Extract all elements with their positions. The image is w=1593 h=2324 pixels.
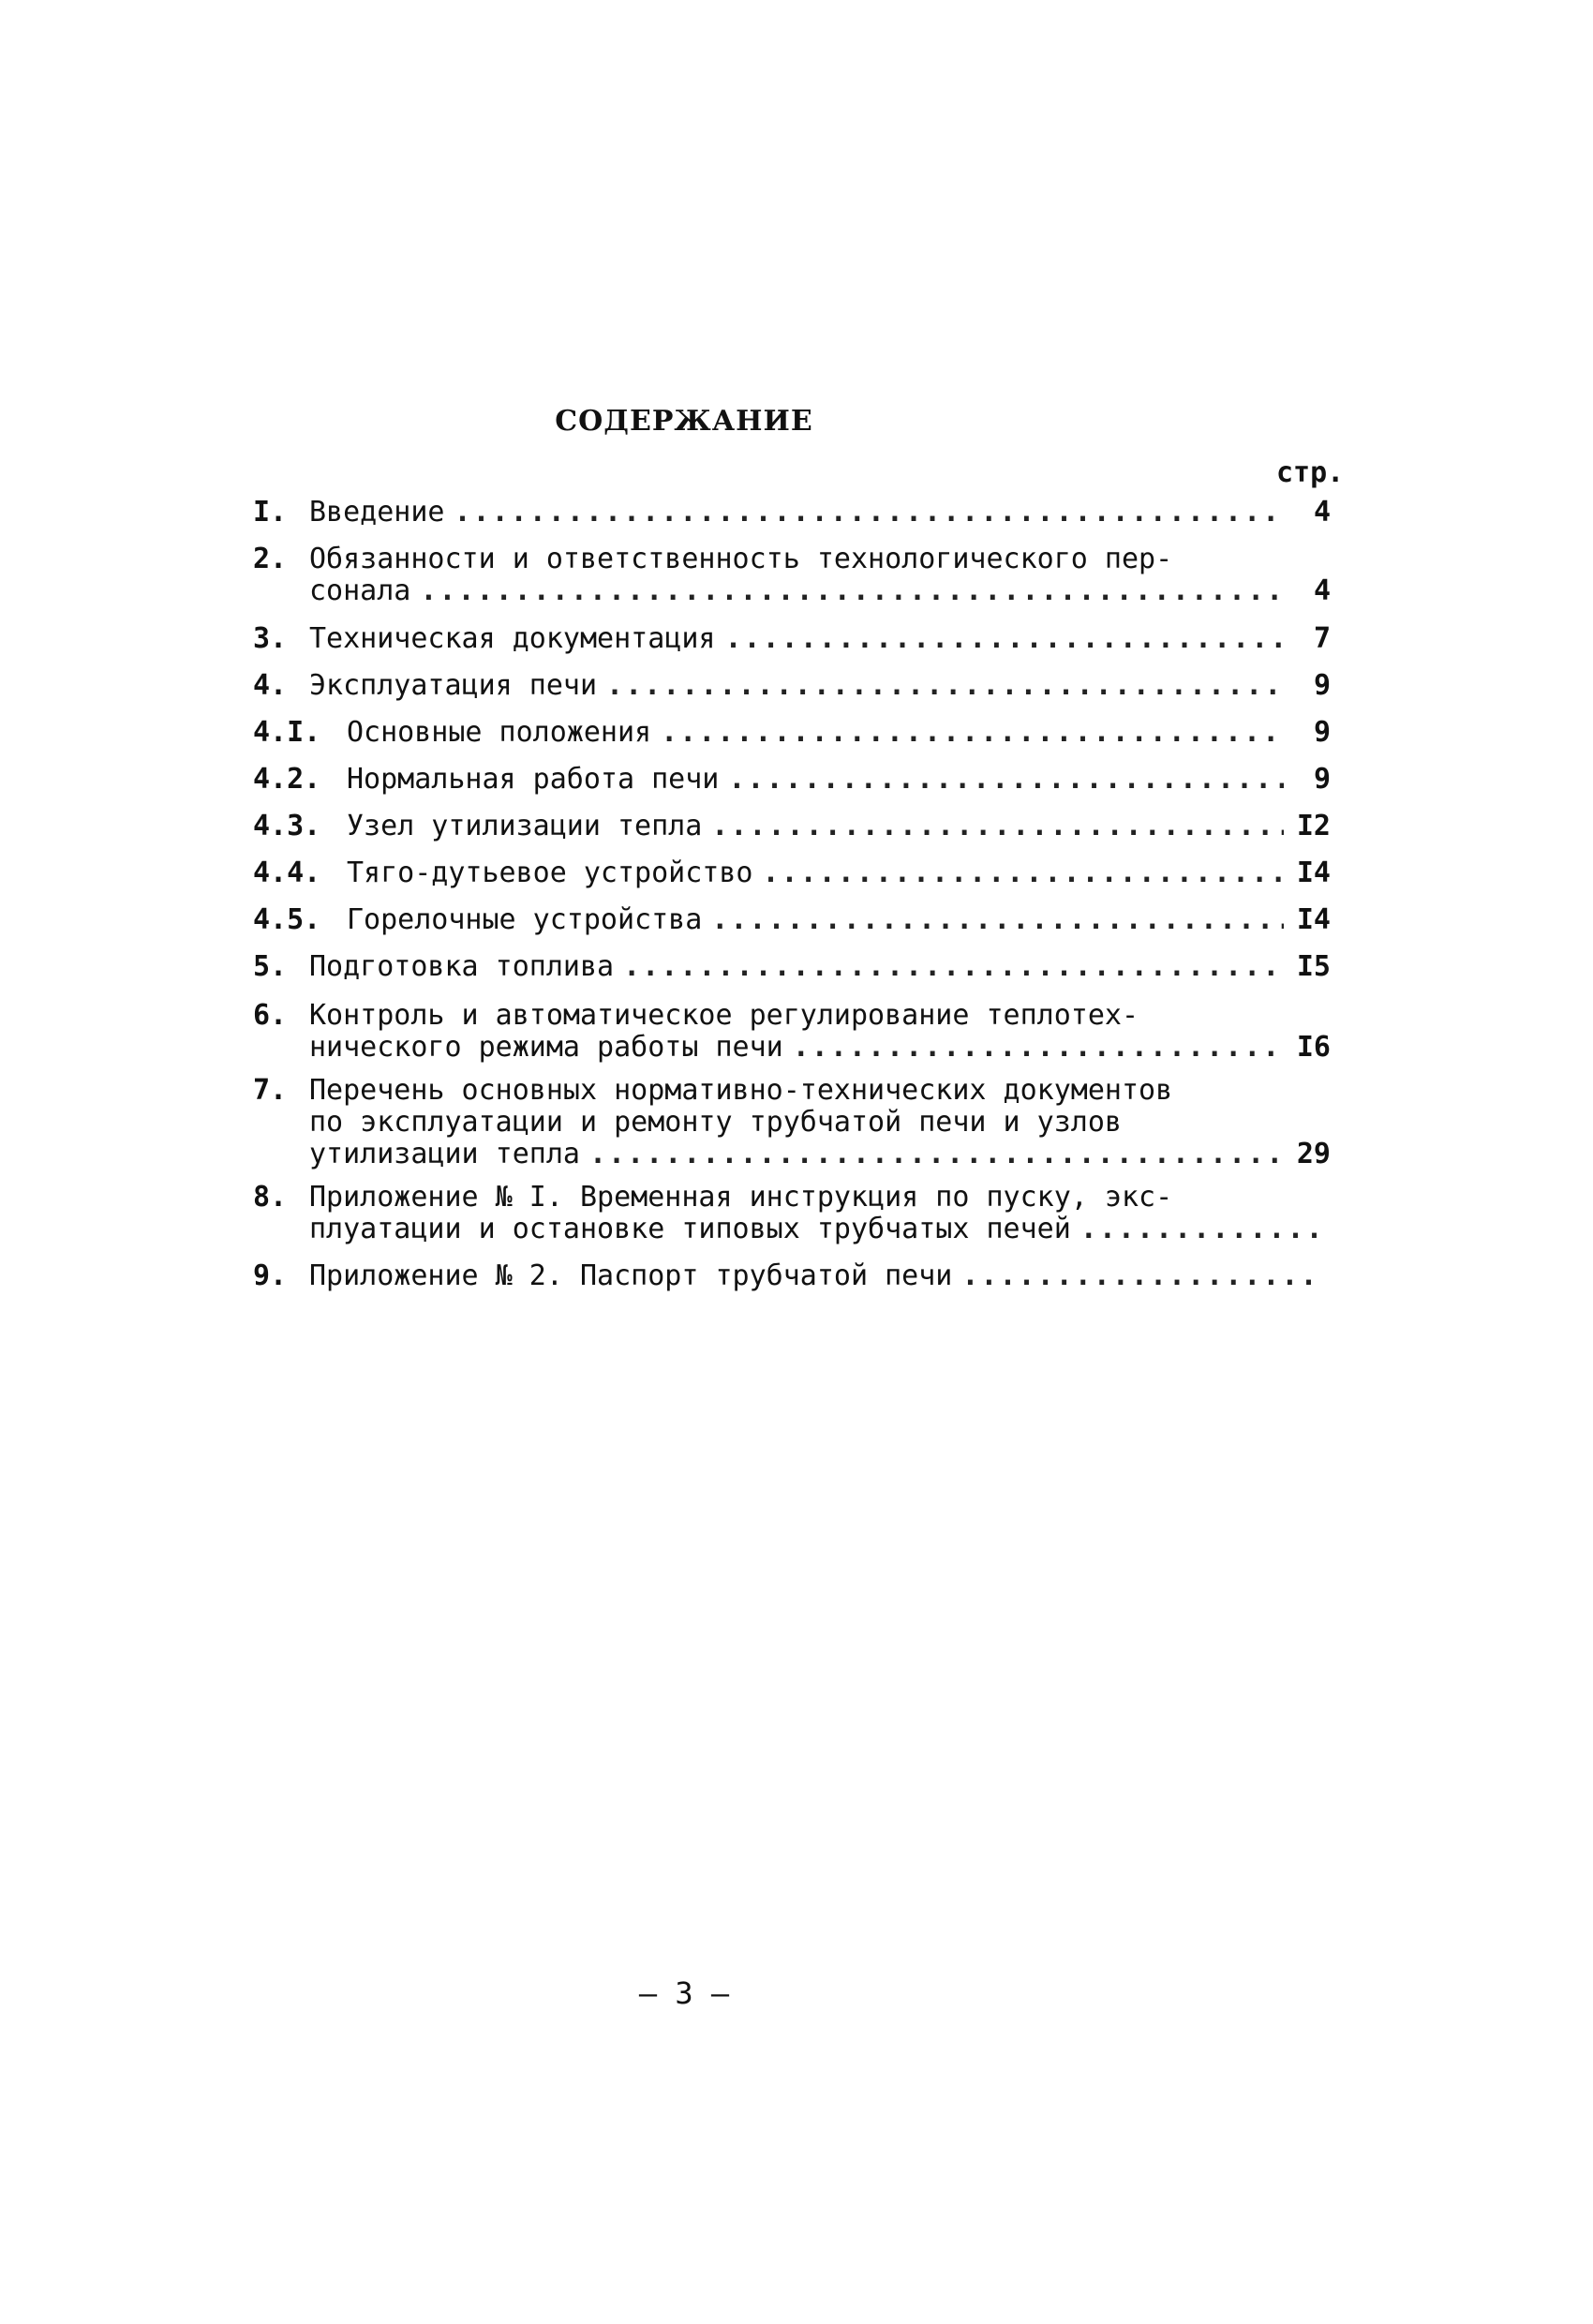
toc-entry <box>253 544 1331 607</box>
page-column-label: стр. <box>1276 456 1345 489</box>
toc-entry-title: Обязанности и ответственность технологического пер- <box>309 543 1173 575</box>
dot-leader <box>711 811 1284 842</box>
dot-leader <box>793 1032 1284 1064</box>
toc-entry-page: 7 <box>1313 622 1331 655</box>
toc-entry-page: I4 <box>1296 903 1331 936</box>
toc-entry <box>253 670 1331 702</box>
toc-entry-page: I2 <box>1296 810 1331 842</box>
toc-entry <box>253 904 1331 936</box>
toc-entry-title: Приложение № I. Временная инструкция по пуску, экс- <box>309 1181 1173 1214</box>
toc-entry <box>253 1000 1331 1064</box>
toc-entry-page: I6 <box>1296 1031 1331 1064</box>
dot-leader <box>589 1139 1284 1170</box>
toc-entry-page: 9 <box>1313 763 1331 796</box>
toc-entry-title: Основные положения <box>347 716 652 749</box>
toc-entry-title-cont: плуатации и остановке типовых трубчатых печей <box>309 1213 1071 1245</box>
toc-entry-page: 4 <box>1313 574 1331 607</box>
page-title: СОДЕРЖАНИЕ <box>555 405 813 438</box>
toc-entry <box>253 717 1331 749</box>
toc-entry-title-cont: по эксплуатации и ремонту трубчатой печи и узлов <box>309 1106 1122 1139</box>
toc-entry-title: Перечень основных нормативно-технических документов <box>309 1074 1173 1107</box>
toc-entry-number: 4.5. <box>253 903 321 936</box>
toc-entry-title: Контроль и автоматическое регулирование теплотех- <box>309 999 1139 1032</box>
toc-entry-page: 9 <box>1313 669 1331 702</box>
toc-entry-page: 29 <box>1296 1138 1331 1170</box>
dot-leader <box>606 670 1284 702</box>
toc-entry-page: I4 <box>1296 857 1331 889</box>
dot-leader <box>623 951 1284 983</box>
toc-entry-title-cont: сонала <box>309 574 411 607</box>
toc-entry <box>253 1260 1331 1292</box>
toc-entry <box>253 951 1331 983</box>
toc-entry <box>253 1182 1331 1245</box>
toc-entry-number: 6. <box>253 999 288 1032</box>
dot-leader <box>711 904 1284 936</box>
toc-entry-number: 5. <box>253 950 288 983</box>
toc-entry-number: 4.2. <box>253 763 321 796</box>
toc-entry-page: I5 <box>1296 950 1331 983</box>
toc-entry-title: Горелочные устройства <box>347 903 703 936</box>
toc-entry-page: 4 <box>1313 496 1331 529</box>
toc-entry-number: 4.4. <box>253 857 321 889</box>
toc-entry-page: 9 <box>1313 716 1331 749</box>
toc-entry-number: 9. <box>253 1259 288 1292</box>
toc-entry-number: 8. <box>253 1181 288 1214</box>
toc-entry <box>253 857 1331 889</box>
toc-entry <box>253 623 1331 655</box>
toc-entry-title: Нормальная работа печи <box>347 763 720 796</box>
dot-leader <box>454 497 1285 529</box>
toc-entry-number: 2. <box>253 543 288 575</box>
toc-entry-number: 4.I. <box>253 716 321 749</box>
dot-leader <box>762 857 1284 889</box>
toc-entry-title: Введение <box>309 496 445 529</box>
toc-entry <box>253 1075 1331 1170</box>
toc-entry-title: Тяго-дутьевое устройство <box>347 857 753 889</box>
toc-entry-number: 4.3. <box>253 810 321 842</box>
dot-leader <box>724 623 1284 655</box>
toc-entry-title: Техническая документация <box>309 622 716 655</box>
toc-entry-title: Приложение № 2. Паспорт трубчатой печи <box>309 1259 953 1292</box>
toc-entry-title-cont: нического режима работы печи <box>309 1031 783 1064</box>
dot-leader <box>420 575 1284 607</box>
dot-leader <box>661 717 1284 749</box>
toc-entry-title: Узел утилизации тепла <box>347 810 703 842</box>
page-number-footer: – 3 – <box>638 1975 730 2011</box>
toc-entry <box>253 764 1331 796</box>
toc-entry-number: I. <box>253 496 288 529</box>
toc-entry <box>253 811 1331 842</box>
dot-leader <box>1080 1214 1321 1245</box>
toc-entry-title: Подготовка топлива <box>309 950 615 983</box>
toc-entry-number: 7. <box>253 1074 288 1107</box>
toc-entry-number: 3. <box>253 622 288 655</box>
dot-leader <box>961 1260 1321 1292</box>
dot-leader <box>728 764 1284 796</box>
toc-entry-title: Эксплуатация печи <box>309 669 598 702</box>
toc-entry <box>253 497 1331 529</box>
toc-entry-title-cont: утилизации тепла <box>309 1138 580 1170</box>
toc-entry-number: 4. <box>253 669 288 702</box>
